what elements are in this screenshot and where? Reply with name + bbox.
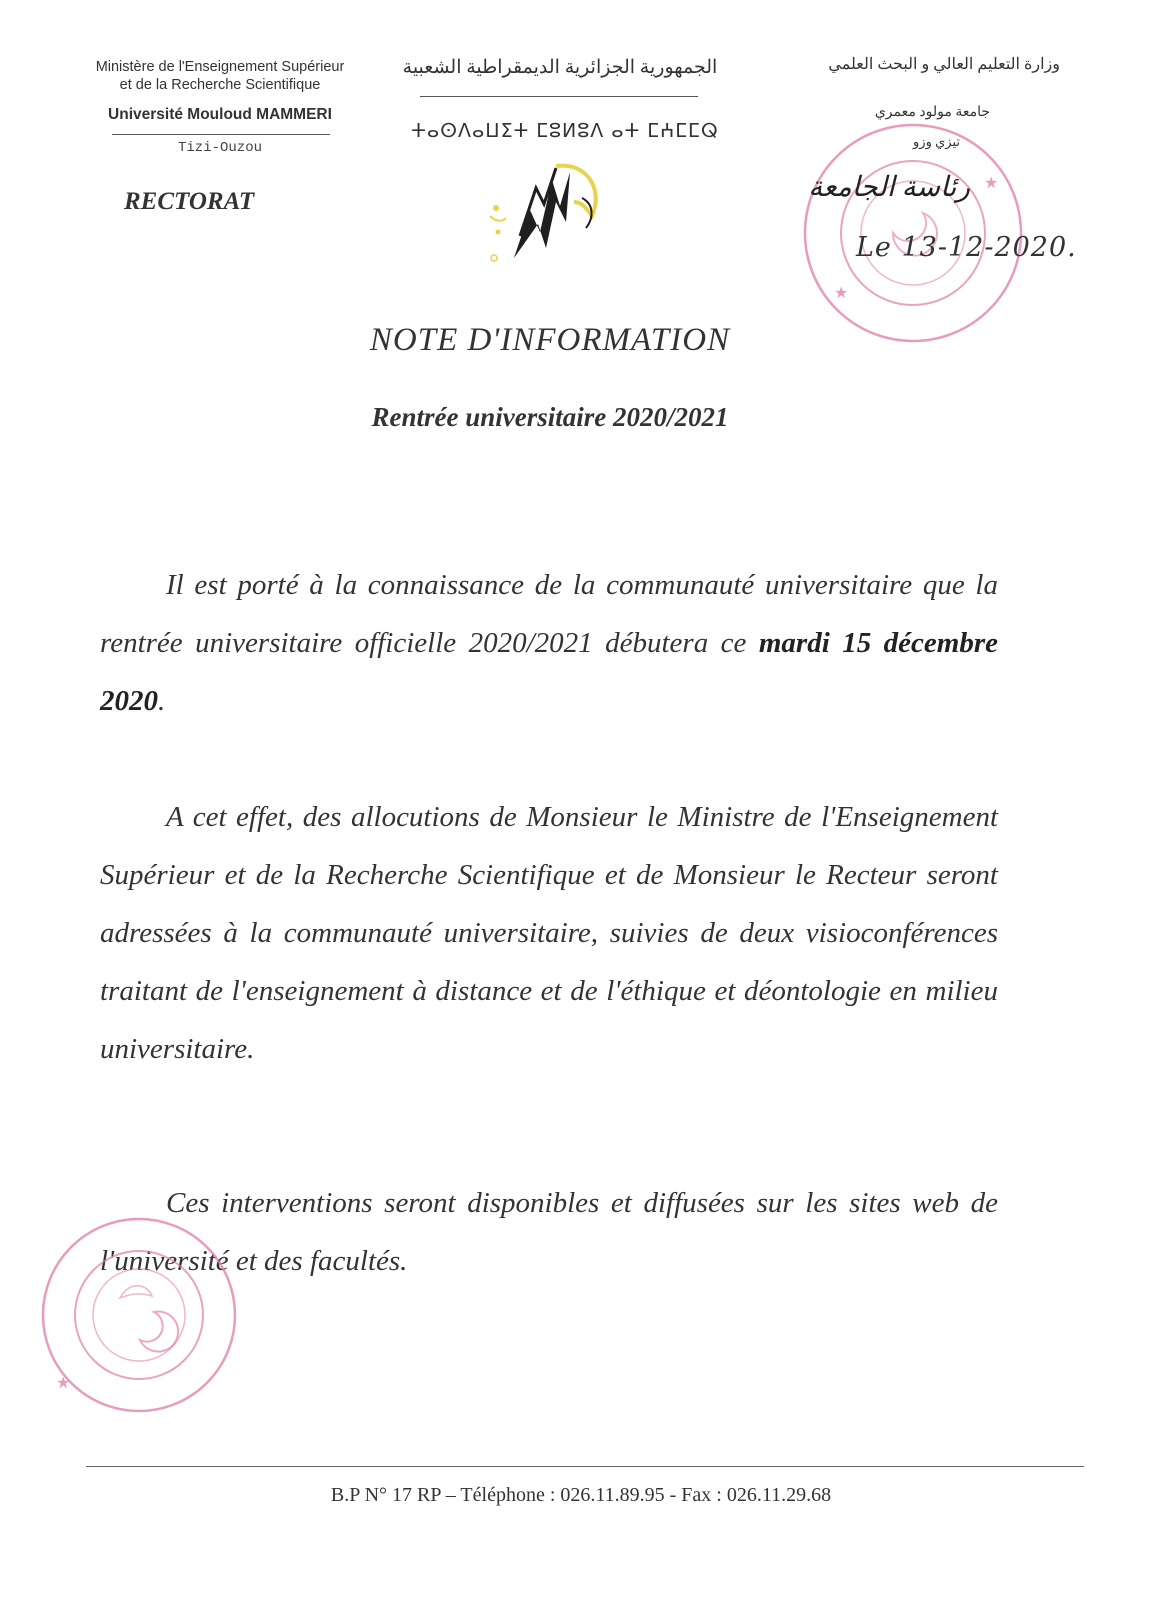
official-stamp-bottom [36,1212,242,1418]
paragraph-speeches [100,788,998,1078]
university-logo [486,158,606,268]
paragraph-1-end: . [158,685,166,717]
handwritten-date: Le 13-12-2020. [856,232,1077,263]
svg-text:★: ★ [984,175,999,192]
office-name: RECTORAT [124,188,255,215]
ministry-line-1: Ministère de l'Enseignement Supérieur [95,59,345,75]
svg-text:★: ★ [834,285,849,302]
footer-contact: B.P N° 17 RP – Téléphone : 026.11.89.95 - Fax : 026.11.29.68 [330,1484,832,1506]
footer-divider [86,1466,1084,1467]
rectorat-ar: رئاسة الجامعة [808,172,970,203]
document-title: NOTE D'INFORMATION [369,322,731,358]
document-subtitle: Rentrée universitaire 2020/2021 [371,402,729,432]
ministry-line-2: et de la Recherche Scientifique [119,77,321,93]
ministry-name-fr [60,58,380,94]
svg-text:★: ★ [56,1375,71,1392]
republic-name-ar: الجمهورية الجزائرية الديمقراطية الشعبية [402,57,718,78]
city-name-ar: تيزي وزو [913,134,960,149]
university-name-tifinagh: ⵜⴰⵙⴷⴰⵡⵉⵜ ⵎⵓⵍⵓⴷ ⴰⵜ ⵎⵄⵎⵎⵕ [411,120,719,142]
city-name: Tizi-Ouzou [177,140,262,156]
ministry-name-ar: وزارة التعليم العالي و البحث العلمي [828,56,1060,73]
university-name-ar: جامعة مولود معمري [874,105,990,120]
header-center-divider [420,96,698,97]
paragraph-announcement [100,556,998,730]
paragraph-2-text: A cet effet, des allocutions de Monsieur le Ministre de l'Enseignement Supérieur et de la Recherche Scientifique et de Monsieur le Recteur seront adressées à la communauté universitaire, suivies de deux visioconférences traitant de l'enseignement à distance et de l'éthique et déontologie en milieu universitaire. [100,801,998,1065]
paragraph-3-text: Ces interventions seront disponibles et diffusées sur les sites web de l'université et des facultés. [100,1187,998,1277]
start-date: mardi 15 décembre 2020 [100,627,998,717]
header-left-divider [112,134,330,135]
paragraph-1-text: Il est porté à la connaissance de la communauté universitaire que la rentrée universitaire officielle 2020/2021 débutera ce [100,569,998,659]
university-name: Université Mouloud MAMMERI [108,106,332,123]
